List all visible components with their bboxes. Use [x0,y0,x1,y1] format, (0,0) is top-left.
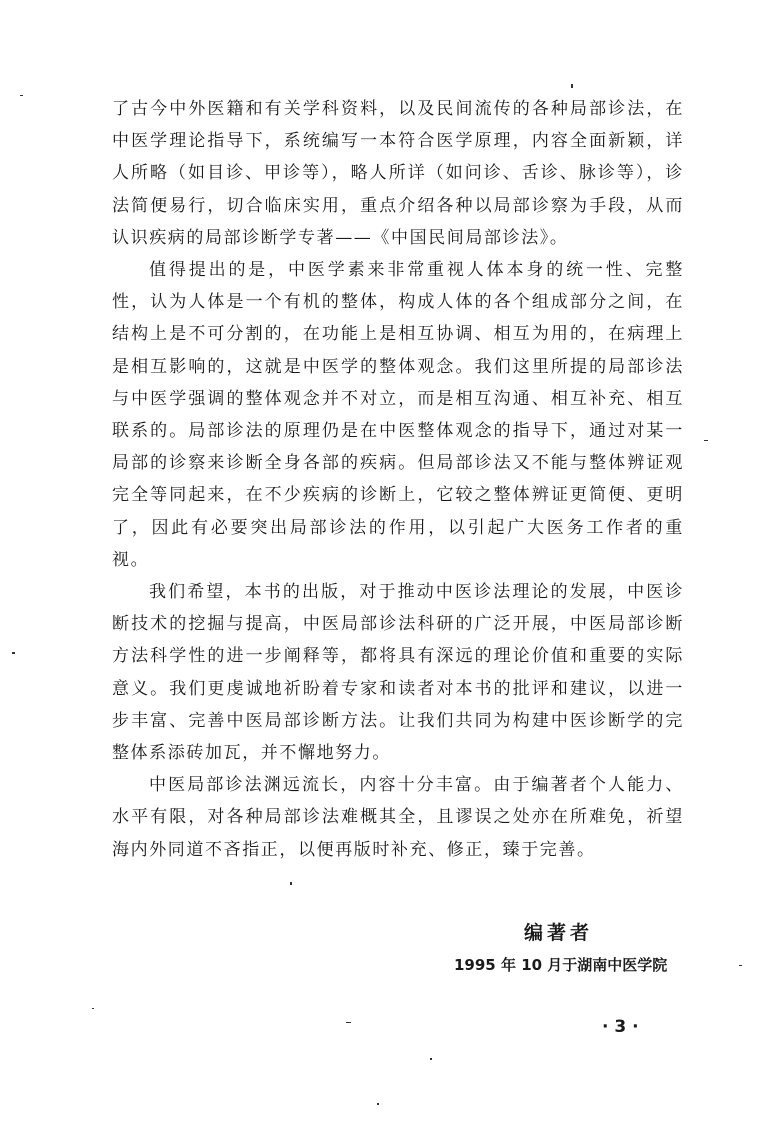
paragraph-closing: 中医局部诊法渊远流长，内容十分丰富。由于编著者个人能力、水平有限，对各种局部诊法难概其全，且谬误之处亦在所难免，祈望海内外同道不吝指正，以便再版时补充、修正，臻于完善。 [112,775,684,860]
page-number: · 3 · [602,1017,639,1037]
scan-speck [12,652,15,654]
scan-speck [377,1103,379,1105]
scan-speck [92,1008,94,1009]
paragraph-hopes: 我们希望，本书的出版，对于推动中医诊法理论的发展，中医诊断技术的挖掘与提高，中医局部诊法科研的广泛开展，中医局部诊断方法科学性的进一步阐释等，都将具有深远的理论价值和重要的实际意义。我们更虔诚地祈盼着专家和读者对本书的批评和建议，以进一步丰富、完善中医局部诊断方法。让我们共同为构建中医诊断学的完整体系添砖加瓦，并不懈地努力。 [112,582,684,764]
paragraph-continuation: 了古今中外医籍和有关学科资料，以及民间流传的各种局部诊法，在中医学理论指导下，系统编写一本符合医学原理，内容全面新颖，详人所略（如目诊、甲诊等），略人所详（如问诊、舌诊、脉诊等），诊法简便易行，切合临床实用，重点介绍各种以局部诊察为手段，从而认识疾病的局部诊断学专著——《中国民间局部诊法》。 [112,99,684,248]
scan-speck [571,84,573,88]
date-line: 1995 年 10 月于湖南中医学院 [454,956,668,974]
body-text [112,93,684,866]
author-signature: 编著者 [524,922,594,944]
scan-speck [430,1058,432,1060]
scan-speck [346,1022,351,1023]
scan-speck [704,440,708,441]
scan-speck [290,882,292,885]
paragraph-holistic-view: 值得提出的是，中医学素来非常重视人体本身的统一性、完整性，认为人体是一个有机的整体，构成人体的各个组成部分之间，在结构上是不可分割的，在功能上是相互协调、相互为用的，在病理上是相互影响的，这就是中医学的整体观念。我们这里所提的局部诊法与中医学强调的整体观念并不对立，而是相互沟通、相互补充、相互联系的。局部诊法的原理仍是在中医整体观念的指导下，通过对某一局部的诊察来诊断全身各部的疾病。但局部诊法又不能与整体辨证观完全等同起来，在不少疾病的诊断上，它较之整体辨证更简便、更明了，因此有必要突出局部诊法的作用，以引起广大医务工作者的重视。 [112,260,684,570]
scan-speck [20,95,23,96]
scan-speck [739,965,742,966]
